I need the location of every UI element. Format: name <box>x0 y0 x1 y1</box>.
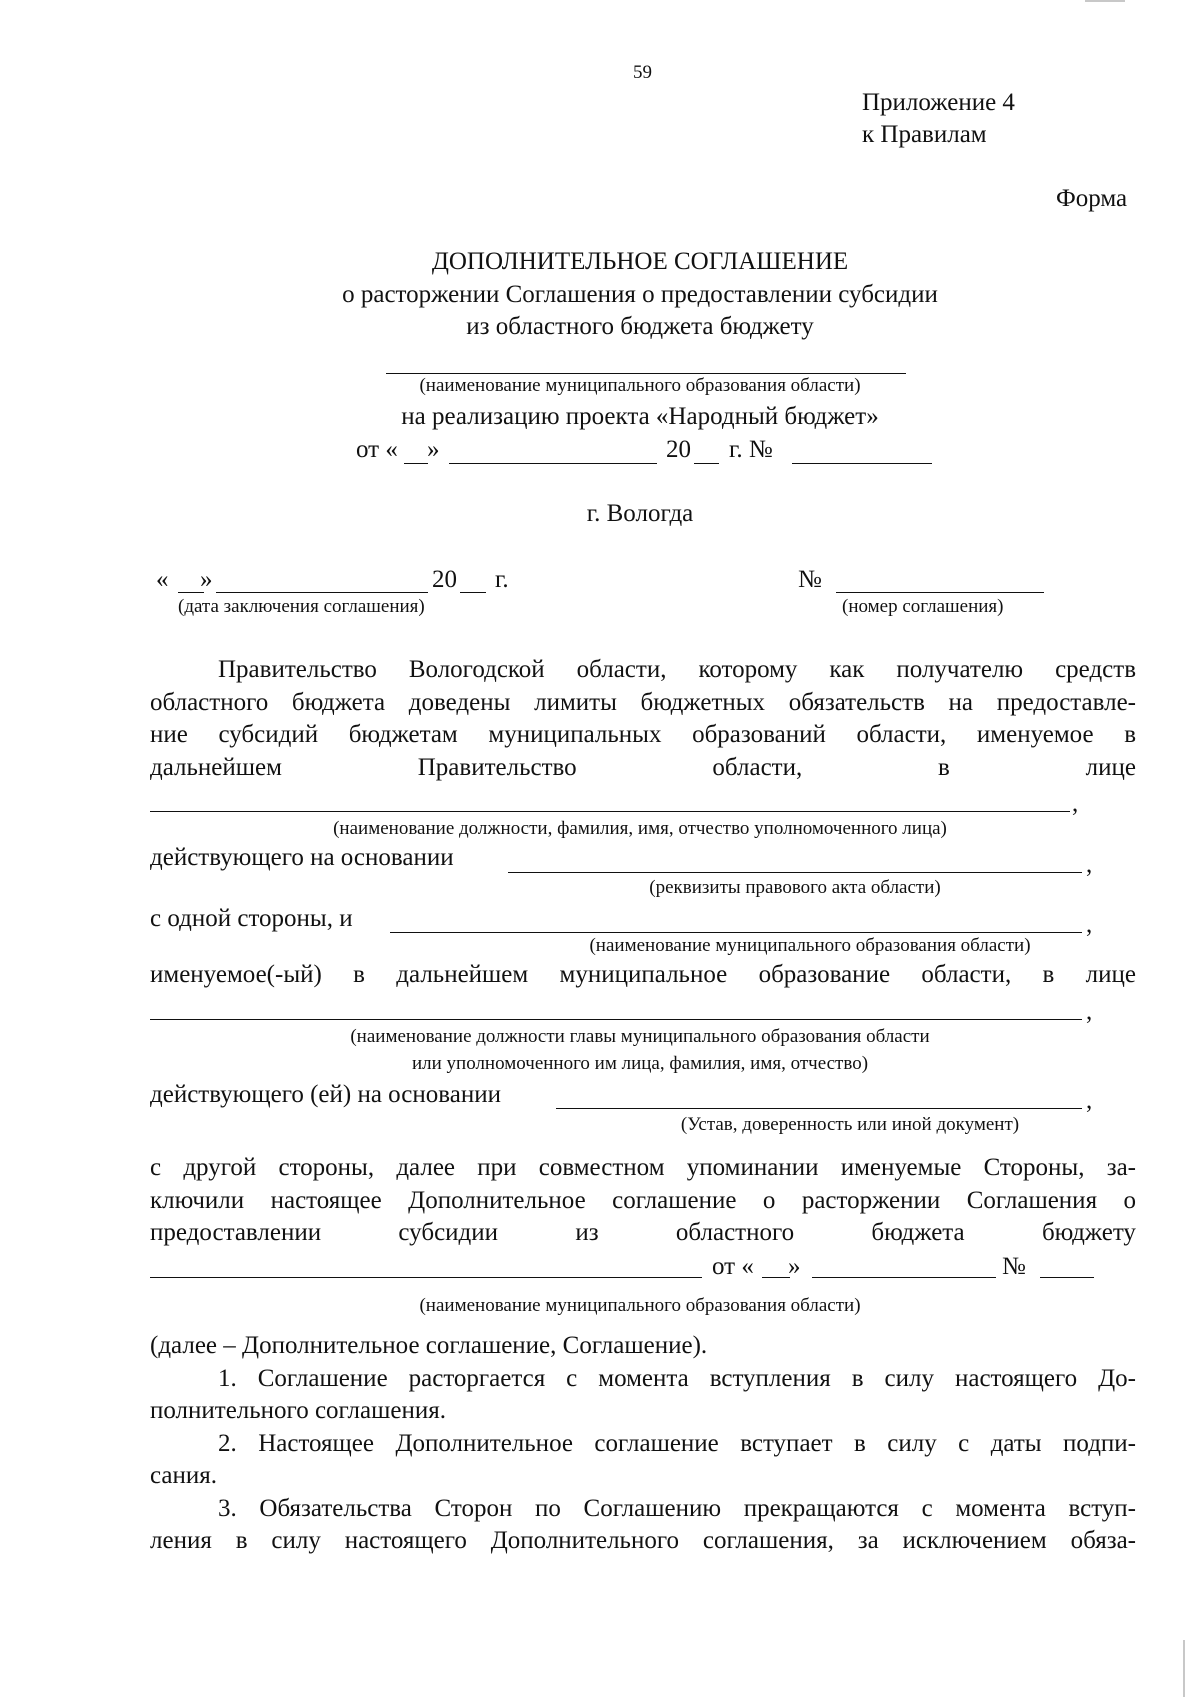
word-oblasti: области, <box>712 754 803 781</box>
legal-act-caption: (реквизиты правового акта области) <box>649 877 941 898</box>
municipality-caption-3: (наименование муниципального образования области) <box>419 1295 861 1316</box>
annex-line-1: Приложение 4 <box>862 89 1015 116</box>
item-1-line-1: 1. Соглашение расторгается с момента вступления в силу настоящего До- <box>218 1365 1136 1392</box>
item-2-line-1: 2. Настоящее Дополнительное соглашение вступает в силу с даты подпи- <box>218 1430 1136 1457</box>
paragraph-2-line-3 <box>150 1217 1136 1250</box>
agreement-number-blank <box>836 592 1044 593</box>
document-title: ДОПОЛНИТЕЛЬНОЕ СОГЛАШЕНИЕ <box>431 248 849 275</box>
agreement-number-caption: (номер соглашения) <box>842 596 1004 617</box>
word-dalneyshem: дальнейшем <box>150 754 282 781</box>
title-number-blank <box>792 463 932 464</box>
legal-act-comma: , <box>1086 851 1093 878</box>
annex-line-2: к Правилам <box>862 121 987 148</box>
p2-from-label: от « <box>712 1253 754 1280</box>
acting-basis-label: действующего на основании <box>150 844 454 871</box>
head-caption-1: (наименование должности главы муниципального образования области <box>350 1026 930 1047</box>
item-1-line-2: полнительного соглашения. <box>150 1397 446 1424</box>
word-iz: из <box>575 1219 599 1246</box>
legal-act-blank <box>508 872 1082 873</box>
p2-number-blank <box>1040 1277 1094 1278</box>
date-from-mid: » <box>427 436 440 463</box>
date-year-suffix: г. № <box>729 436 773 463</box>
date-quote-open: « <box>156 566 169 593</box>
date-month-blank <box>449 463 657 464</box>
named-line: именуемое(-ый) в дальнейшем муниципальное образование области, в лице <box>150 961 1136 988</box>
p2-date-blank <box>812 1277 996 1278</box>
item-3-line-2: ления в силу настоящего Дополнительного соглашения, за исключением обяза- <box>150 1527 1136 1554</box>
date-year-blank <box>694 463 719 464</box>
paragraph-1-line-1: Правительство Вологодской области, которому как получателю средств <box>218 656 1136 683</box>
word-byudzheta: бюджета <box>871 1219 965 1246</box>
word-pravitelstvo: Правительство <box>417 754 577 781</box>
paragraph-1-line-4 <box>150 752 1136 785</box>
p2-number-sign: № <box>1002 1253 1026 1280</box>
word-litse: лице <box>1085 754 1136 781</box>
word-byudzhetu: бюджету <box>1041 1219 1136 1246</box>
scan-artifact-top <box>1085 0 1125 2</box>
official-comma: , <box>1072 790 1079 817</box>
municipality-comma: , <box>1086 911 1093 938</box>
official-caption: (наименование должности, фамилия, имя, отчество уполномоченного лица) <box>333 818 947 839</box>
municipality-blank-2 <box>390 932 1082 933</box>
acting-basis-2-label: действующего (ей) на основании <box>150 1081 501 1108</box>
agreement-year: 20 <box>432 566 457 593</box>
item-2-line-2: сания. <box>150 1462 218 1489</box>
agreement-year-suffix: г. <box>495 566 509 593</box>
further-text: (далее – Дополнительное соглашение, Соглашение). <box>150 1332 708 1359</box>
word-v: в <box>938 754 950 781</box>
municipality-blank-3 <box>150 1277 702 1278</box>
p2-from-close: » <box>788 1253 801 1280</box>
head-blank <box>150 1019 1082 1020</box>
one-side-label: с одной стороны, и <box>150 905 353 932</box>
word-oblastnogo: областного <box>675 1219 795 1246</box>
title-line-2: о расторжении Соглашения о предоставлении субсидии <box>342 281 938 308</box>
word-predostavlenii: предоставлении <box>150 1219 322 1246</box>
scan-artifact-bottom <box>1183 1640 1185 1697</box>
date-quote-close: » <box>200 566 213 593</box>
charter-caption: (Устав, доверенность или иной документ) <box>680 1114 1020 1135</box>
title-line-3: из областного бюджета бюджету <box>466 313 814 340</box>
paragraph-2-line-1: с другой стороны, далее при совместном упоминании именуемые Стороны, за- <box>150 1154 1136 1181</box>
date-from-prefix: от « <box>356 436 398 463</box>
date-day-blank <box>404 463 428 464</box>
agreement-year-blank <box>460 592 486 593</box>
charter-comma: , <box>1086 1087 1093 1114</box>
item-3-line-1: 3. Обязательства Сторон по Соглашению прекращаются с момента вступ- <box>218 1495 1136 1522</box>
form-label: Форма <box>1056 185 1128 212</box>
paragraph-2-line-2: ключили настоящее Дополнительное соглашение о расторжении Соглашения о <box>150 1187 1136 1214</box>
charter-blank <box>556 1108 1082 1109</box>
agreement-month-blank <box>216 592 428 593</box>
municipality-caption-2: (наименование муниципального образования области) <box>589 935 1031 956</box>
head-comma: , <box>1086 998 1093 1025</box>
word-subsidii: субсидии <box>398 1219 499 1246</box>
p2-day-blank <box>762 1277 790 1278</box>
number-sign: № <box>798 566 822 593</box>
paragraph-1-line-3: ние субсидий бюджетам муниципальных образований области, именуемое в <box>150 721 1136 748</box>
date-year: 20 <box>666 436 691 463</box>
municipality-caption: (наименование муниципального образования области) <box>419 375 861 396</box>
page-number: 59 <box>633 62 652 83</box>
paragraph-1-line-2: областного бюджета доведены лимиты бюджетных обязательств на предоставле- <box>150 689 1136 716</box>
agreement-date-caption: (дата заключения соглашения) <box>178 596 425 617</box>
head-caption-2: или уполномоченного им лица, фамилия, имя, отчество) <box>411 1053 869 1074</box>
official-blank <box>150 811 1070 812</box>
city: г. Вологда <box>586 500 694 527</box>
title-line-4: на реализацию проекта «Народный бюджет» <box>401 403 879 430</box>
